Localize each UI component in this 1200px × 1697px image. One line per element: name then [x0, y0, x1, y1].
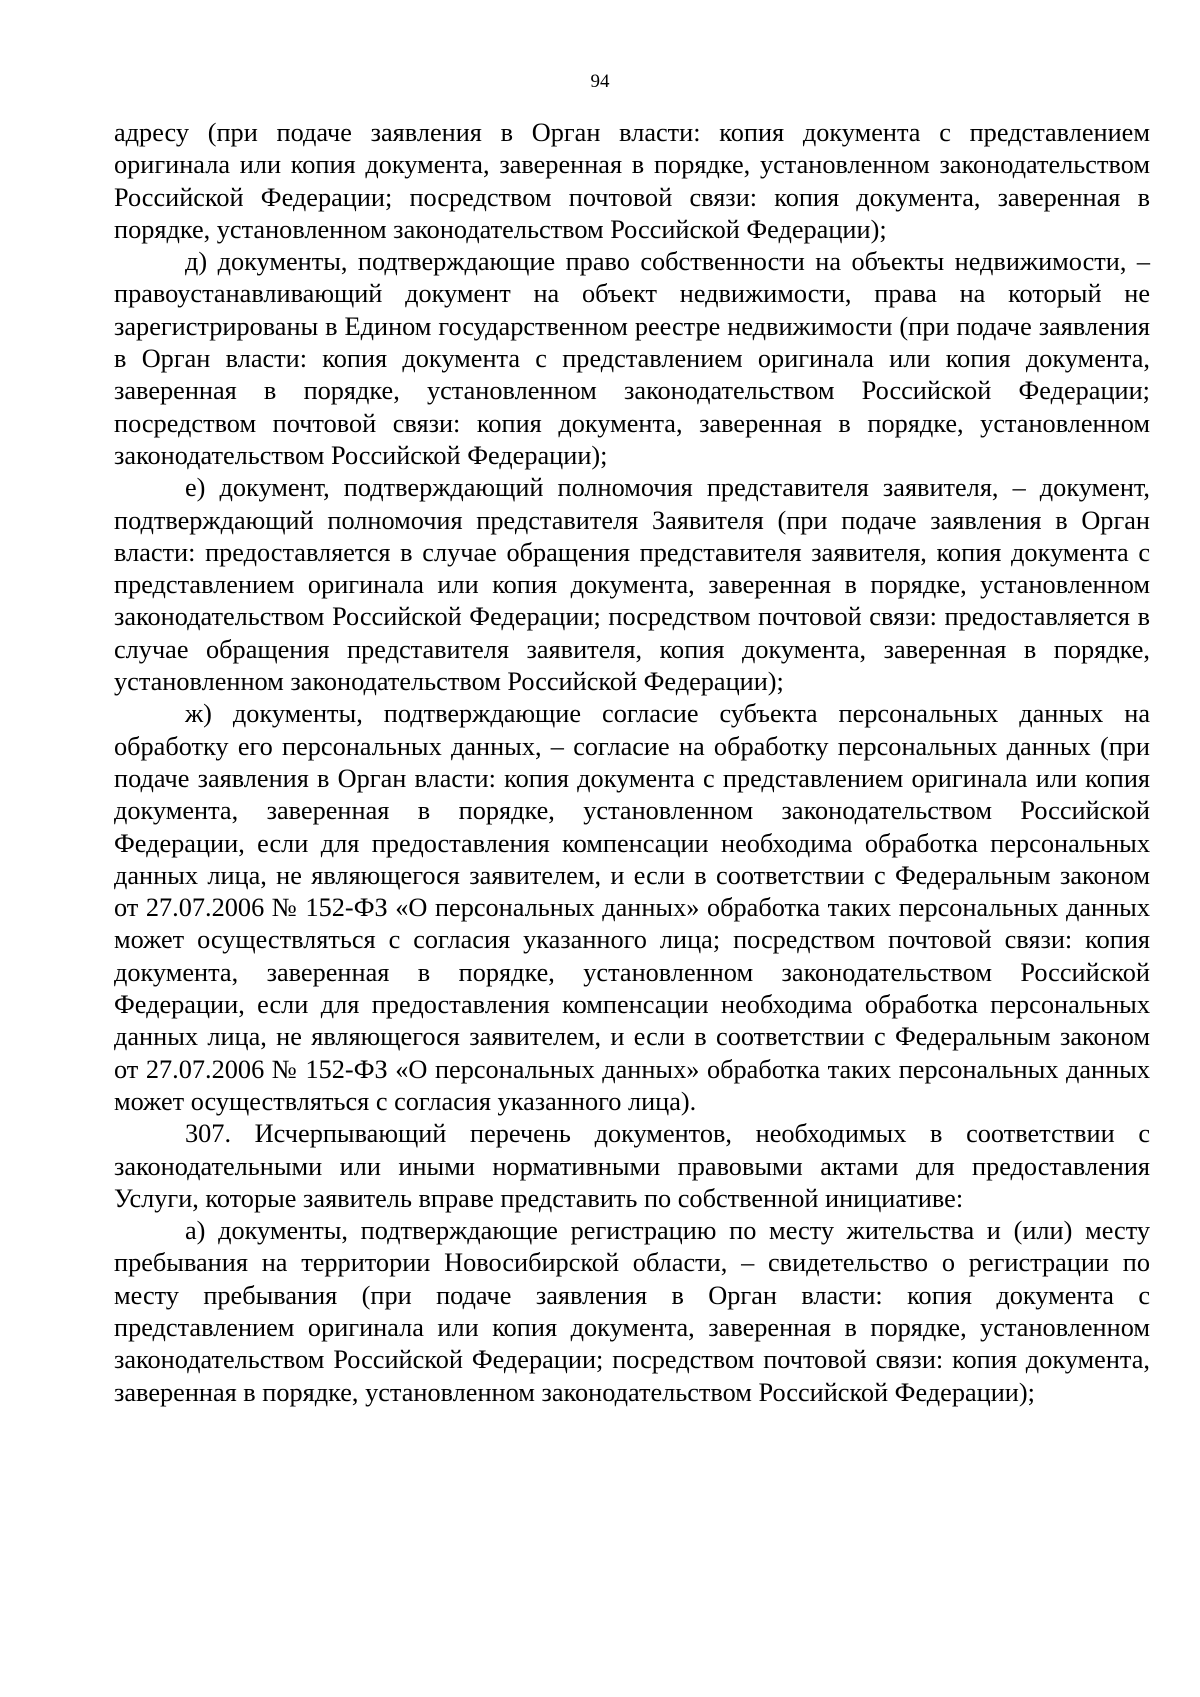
paragraph-continuation-address: адресу (при подаче заявления в Орган власти: копия документа с представлением оригинала или копия документа, заверенная в порядке, установленном законодательством Российской Федерации; посредством почтовой связи: копия документа, заверенная в порядке, установленном законодательством Российской Федерации);	[114, 118, 1150, 244]
document-body	[114, 117, 1150, 1409]
paragraph-item-d-property-documents: д) документы, подтверждающие право собственности на объекты недвижимости, – правоустанавливающий документ на объект недвижимости, права на который не зарегистрированы в Едином государственном реестре недвижимости (при подаче заявления в Орган власти: копия документа с представлением оригинала или копия документа, заверенная в порядке, установленном законодательством Российской Федерации; посредством почтовой связи: копия документа, заверенная в порядке, установленном законодательством Российской Федерации);	[114, 247, 1150, 470]
paragraph-item-zh-personal-data-consent: ж) документы, подтверждающие согласие субъекта персональных данных на обработку его персональных данных, – согласие на обработку персональных данных (при подаче заявления в Орган власти: копия документа с представлением оригинала или копия документа, заверенная в порядке, установленном законодательством Российской Федерации, если для предоставления компенсации необходима обработка персональных данных лица, не являющегося заявителем, и если в соответствии с Федеральным законом от 27.07.2006 № 152-ФЗ «О персональных данных» обработка таких персональных данных может осуществляться с согласия указанного лица; посредством почтовой связи: копия документа, заверенная в порядке, установленном законодательством Российской Федерации, если для предоставления компенсации необходима обработка персональных данных лица, не являющегося заявителем, и если в соответствии с Федеральным законом от 27.07.2006 № 152-ФЗ «О персональных данных» обработка таких персональных данных может осуществляться с согласия указанного лица).	[114, 699, 1150, 1116]
page-number: 94	[590, 71, 610, 92]
paragraph-item-e-representative-authority: е) документ, подтверждающий полномочия представителя заявителя, – документ, подтверждающий полномочия представителя Заявителя (при подаче заявления в Орган власти: предоставляется в случае обращения представителя заявителя, копия документа с представлением оригинала или копия документа, заверенная в порядке, установленном законодательством Российской Федерации; посредством почтовой связи: предоставляется в случае обращения представителя заявителя, копия документа, заверенная в порядке, установленном законодательством Российской Федерации);	[114, 473, 1150, 697]
paragraph-item-a-registration: а) документы, подтверждающие регистрацию по месту жительства и (или) месту пребывания на территории Новосибирской области, – свидетельство о регистрации по месту пребывания (при подаче заявления в Орган власти: копия документа с представлением оригинала или копия документа, заверенная в порядке, установленном законодательством Российской Федерации; посредством почтовой связи: копия документа, заверенная в порядке, установленном законодательством Российской Федерации);	[114, 1216, 1150, 1407]
paragraph-clause-307: 307. Исчерпывающий перечень документов, необходимых в соответствии с законодательными или иными нормативными правовыми актами для предоставления Услуги, которые заявитель вправе представить по собственной инициативе:	[114, 1119, 1150, 1213]
